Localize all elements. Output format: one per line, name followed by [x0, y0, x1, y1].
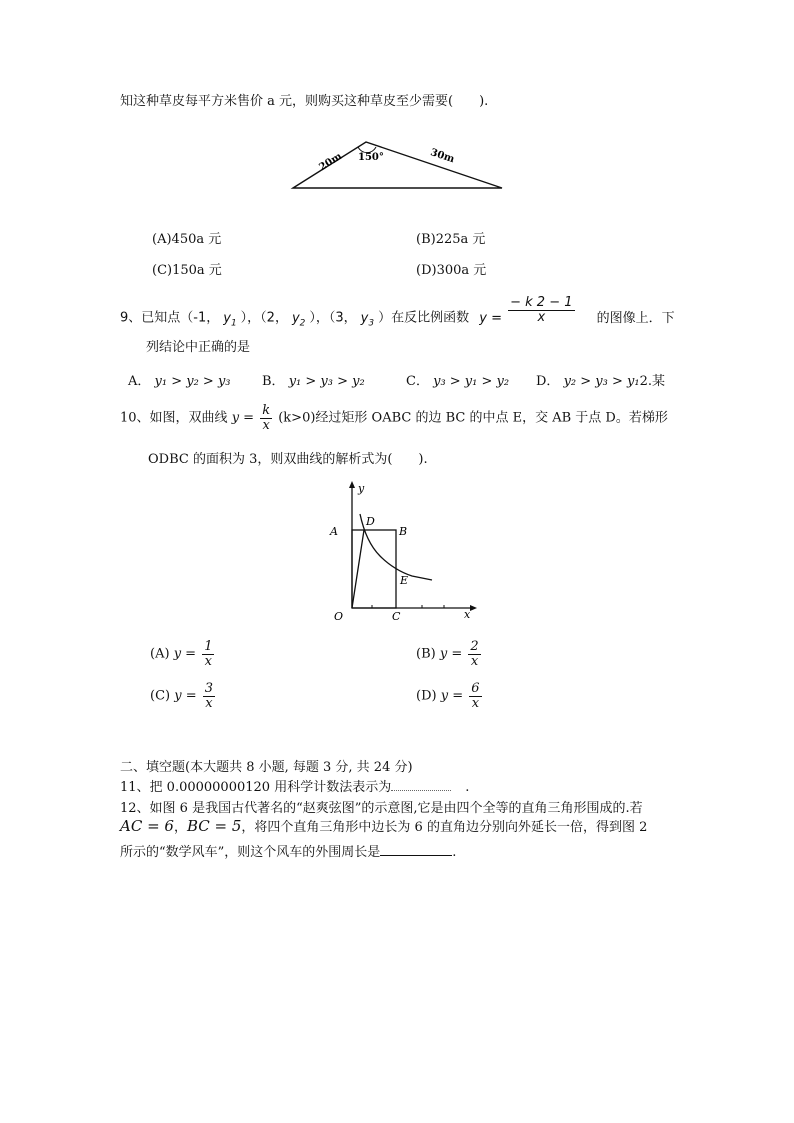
q8-side-left-label: 20m: [317, 150, 345, 174]
section2-heading: 二、填空题(本大题共 8 小题, 每题 3 分, 共 24 分): [120, 760, 413, 775]
q10-option-b[interactable]: (B) y = $\frac{2}{x}$: [416, 639, 479, 669]
q9-option-c[interactable]: C． y₃ > y₁ > y₂: [406, 374, 510, 389]
q8-option-a[interactable]: (A)450a 元: [152, 232, 222, 247]
q12-line2: AC = 6，BC = 5，将四个直角三角形中边长为 6 的直角边分别向外延长一倍，得到图 2: [120, 817, 648, 835]
q10-stem: 10、如图，双曲线 y = $\frac{k}{x}$ (k>0)经过矩形 OABC 的边 BC 的中点 E，交 AB 于点 D。若梯形: [120, 403, 668, 433]
q10-label-e: E: [400, 574, 409, 587]
q12-line3: 所示的“数学风车”，则这个风车的外围周长是 .: [120, 845, 457, 860]
q8-option-d[interactable]: (D)300a 元: [416, 263, 487, 278]
q8-intro: 知这种草皮每平方米售价 a 元，则购买这种草皮至少需要( ).: [120, 94, 489, 109]
q9-stem: 9、已知点（-1， $y_1$ ），（2， $y_2$ ），（3， $y_3$ ）在反比例函数 y = $\frac{- k 2 - 1}{x}$ 的图像上．下: [120, 295, 675, 329]
q9-line2: 列结论中正确的是: [146, 340, 251, 355]
q11: 11、把 0.00000000120 用科学计数法表示为 .: [120, 780, 470, 795]
q10-option-c[interactable]: (C) y = $\frac{3}{x}$: [150, 681, 214, 711]
q10-coordinate-figure: [322, 478, 482, 624]
q10-label-a: A: [330, 525, 338, 538]
q9-function-fraction: $\frac{- k 2 - 1}{x}$: [510, 295, 573, 325]
q10-label-d: D: [366, 515, 375, 528]
q10-label-c: C: [392, 610, 401, 623]
q10-label-b: B: [399, 525, 408, 538]
q12-answer-blank[interactable]: [380, 843, 452, 856]
q8-triangle-figure: [290, 138, 510, 194]
q9-option-a[interactable]: A． y₁ > y₂ > y₃: [128, 374, 231, 389]
q8-option-c[interactable]: (C)150a 元: [152, 263, 222, 278]
q9-option-b[interactable]: B． y₁ > y₃ > y₂: [262, 374, 365, 389]
q10-line2: ODBC 的面积为 3，则双曲线的解析式为( ).: [148, 452, 428, 467]
q8-option-b[interactable]: (B)225a 元: [416, 232, 486, 247]
q8-angle-label: 150°: [358, 152, 384, 163]
q8-side-right-label: 30m: [428, 147, 456, 166]
q9-option-d[interactable]: D． y₂ > y₃ > y₁2.某: [536, 374, 665, 389]
q10-label-o: O: [334, 610, 344, 623]
q10-option-d[interactable]: (D) y = $\frac{6}{x}$: [416, 681, 480, 711]
q12-line1: 12、如图 6 是我国古代著名的“赵爽弦图”的示意图,它是由四个全等的直角三角形围成的.若: [120, 801, 643, 816]
q10-label-x: x: [464, 608, 471, 621]
q10-function-fraction: $\frac{k}{x}$: [262, 403, 271, 433]
q10-option-a[interactable]: (A) y = $\frac{1}{x}$: [150, 639, 213, 669]
q11-answer-blank[interactable]: [391, 778, 451, 791]
q10-label-y: y: [358, 482, 365, 495]
